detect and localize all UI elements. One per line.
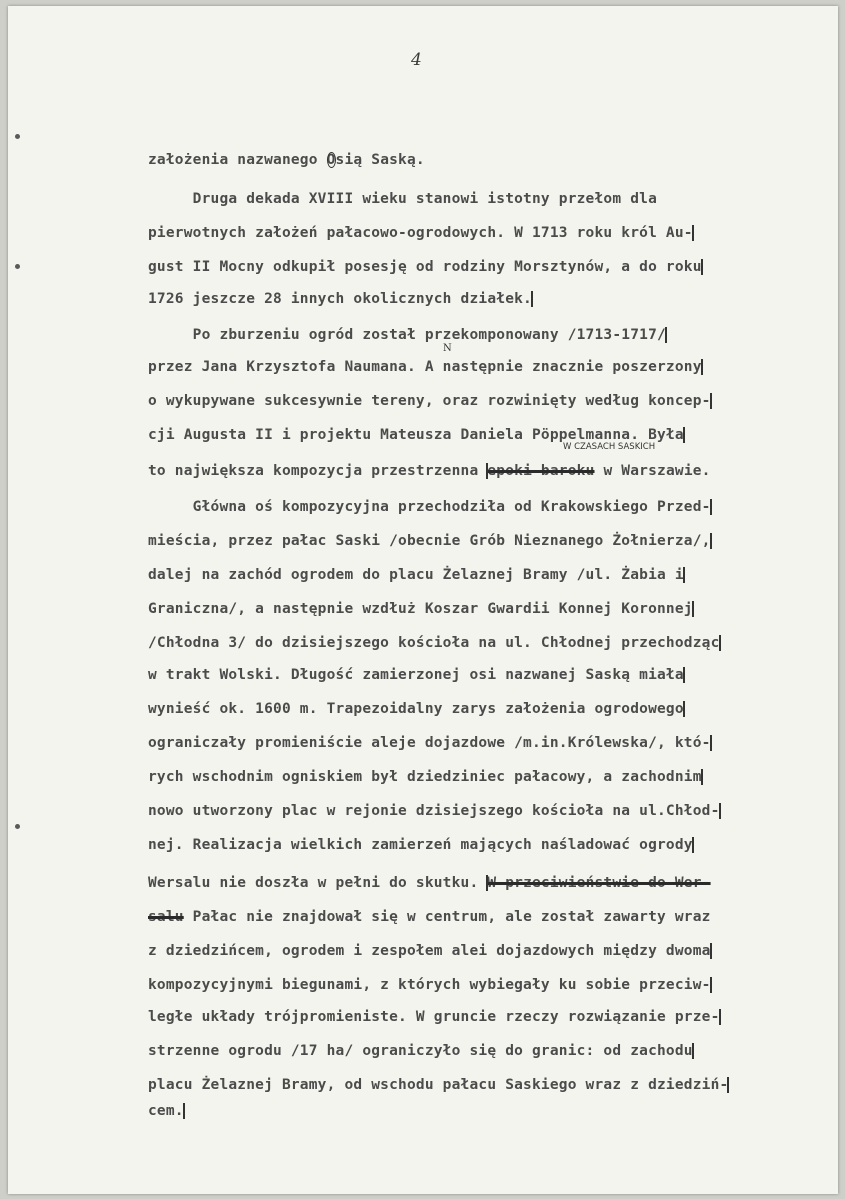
text-line [148,225,693,241]
text-span: nej. Realizacja wielkich zamierzeń mających naśladować ogrody [148,837,693,853]
text-span: Graniczna/, a następnie wzdłuż Koszar Gwardii Konnej Koronnej [148,601,693,617]
text-line [148,567,684,583]
struck-out-text: W przeciwieństwie do Wer- [487,875,711,891]
text-line [148,769,702,785]
text-span: strzenne ogrodu /17 ha/ ograniczyło się do granic: od zachodu [148,1043,693,1059]
punch-hole-mark [15,264,20,269]
text-line [148,601,693,617]
text-span: dalej na zachód ogrodem do placu Żelaznej Bramy /ul. Żabia i [148,567,684,583]
text-span: nowo utworzony plac w rejonie dzisiejszego kościoła na ul.Chłod- [148,803,720,819]
text-line [148,393,711,409]
text-line [148,977,711,993]
text-span: ległe układy trójpromieniste. W gruncie rzeczy rozwiązanie prze- [148,1009,720,1025]
text-line [148,735,711,751]
text-line [148,463,711,479]
text-span: Druga dekada XVIII wieku stanowi istotny przełom dla [148,191,657,207]
text-span: cem. [148,1103,184,1119]
text-line [148,327,666,343]
text-line [148,803,720,819]
text-span: rych wschodnim ogniskiem był dziedziniec pałacowy, a zachodnim [148,769,702,785]
text-line [148,533,711,549]
text-span: Główna oś kompozycyjna przechodziła od Krakowskiego Przed- [148,499,711,515]
handwritten-correction: N [443,343,452,354]
text-span: pierwotnych założeń pałacowo-ogrodowych. W 1713 roku król Au- [148,225,693,241]
text-span: /Chłodna 3/ do dzisiejszego kościoła na ul. Chłodnej przechodząc [148,635,720,651]
text-span: w Warszawie. [594,463,711,479]
text-line [148,152,425,168]
circled-correction: O [326,152,336,168]
text-line [148,291,532,307]
text-line [148,635,720,651]
punch-hole-mark [15,824,20,829]
text-span: przez Jana Krzysztofa Naumana. A następnie znacznie poszerzony [148,359,702,375]
text-span: placu Żelaznej Bramy, od wschodu pałacu Saskiego wraz z dziedziń- [148,1077,729,1093]
text-line [148,1077,728,1093]
text-line [148,191,657,207]
text-line [148,1103,184,1119]
text-line [148,1009,720,1025]
text-line [148,667,684,683]
text-line [148,943,711,959]
text-span: gust II Mocny odkupił posesję od rodziny Morsztynów, a do roku [148,259,702,275]
text-span: w trakt Wolski. Długość zamierzonej osi nazwanej Saską miała [148,667,684,683]
text-span: ograniczały promieniście aleje dojazdowe /m.in.Królewska/, któ- [148,735,711,751]
text-span: założenia nazwanego [148,152,327,168]
struck-out-text: salu [148,909,184,925]
text-line [148,499,711,515]
text-line [148,837,693,853]
page-number: 4 [411,50,422,70]
text-line [148,427,684,443]
text-span: sią Saską. [335,152,425,168]
text-span: Po zburzeniu ogród został przekomponowany /1713-1717/ [148,327,666,343]
text-line [148,909,711,925]
handwritten-insertion: W CZASACH SASKICH [563,442,656,452]
punch-hole-mark [15,134,20,139]
text-span: wynieść ok. 1600 m. Trapezoidalny zarys założenia ogrodowego [148,701,684,717]
text-span: cji Augusta II i projektu Mateusza Daniela Pöppelmanna. Była [148,427,684,443]
text-line [148,1043,693,1059]
text-span: Wersalu nie doszła w pełni do skutku. [148,875,488,891]
struck-out-text: epoki baroku [487,463,595,479]
text-line [148,875,711,891]
text-span: kompozycyjnymi biegunami, z których wybiegały ku sobie przeciw- [148,977,711,993]
text-line [148,359,702,375]
text-span: mieścia, przez pałac Saski /obecnie Grób Nieznanego Żołnierza/, [148,533,711,549]
text-span: 1726 jeszcze 28 innych okolicznych działek. [148,291,532,307]
text-line [148,259,702,275]
text-span: z dziedzińcem, ogrodem i zespołem alei dojazdowych między dwoma [148,943,711,959]
text-span: o wykupywane sukcesywnie tereny, oraz rozwinięty według koncep- [148,393,711,409]
text-line [148,701,684,717]
text-span: Pałac nie znajdował się w centrum, ale został zawarty wraz [183,909,711,925]
text-span: to największa kompozycja przestrzenna [148,463,488,479]
document-page [8,6,838,1194]
